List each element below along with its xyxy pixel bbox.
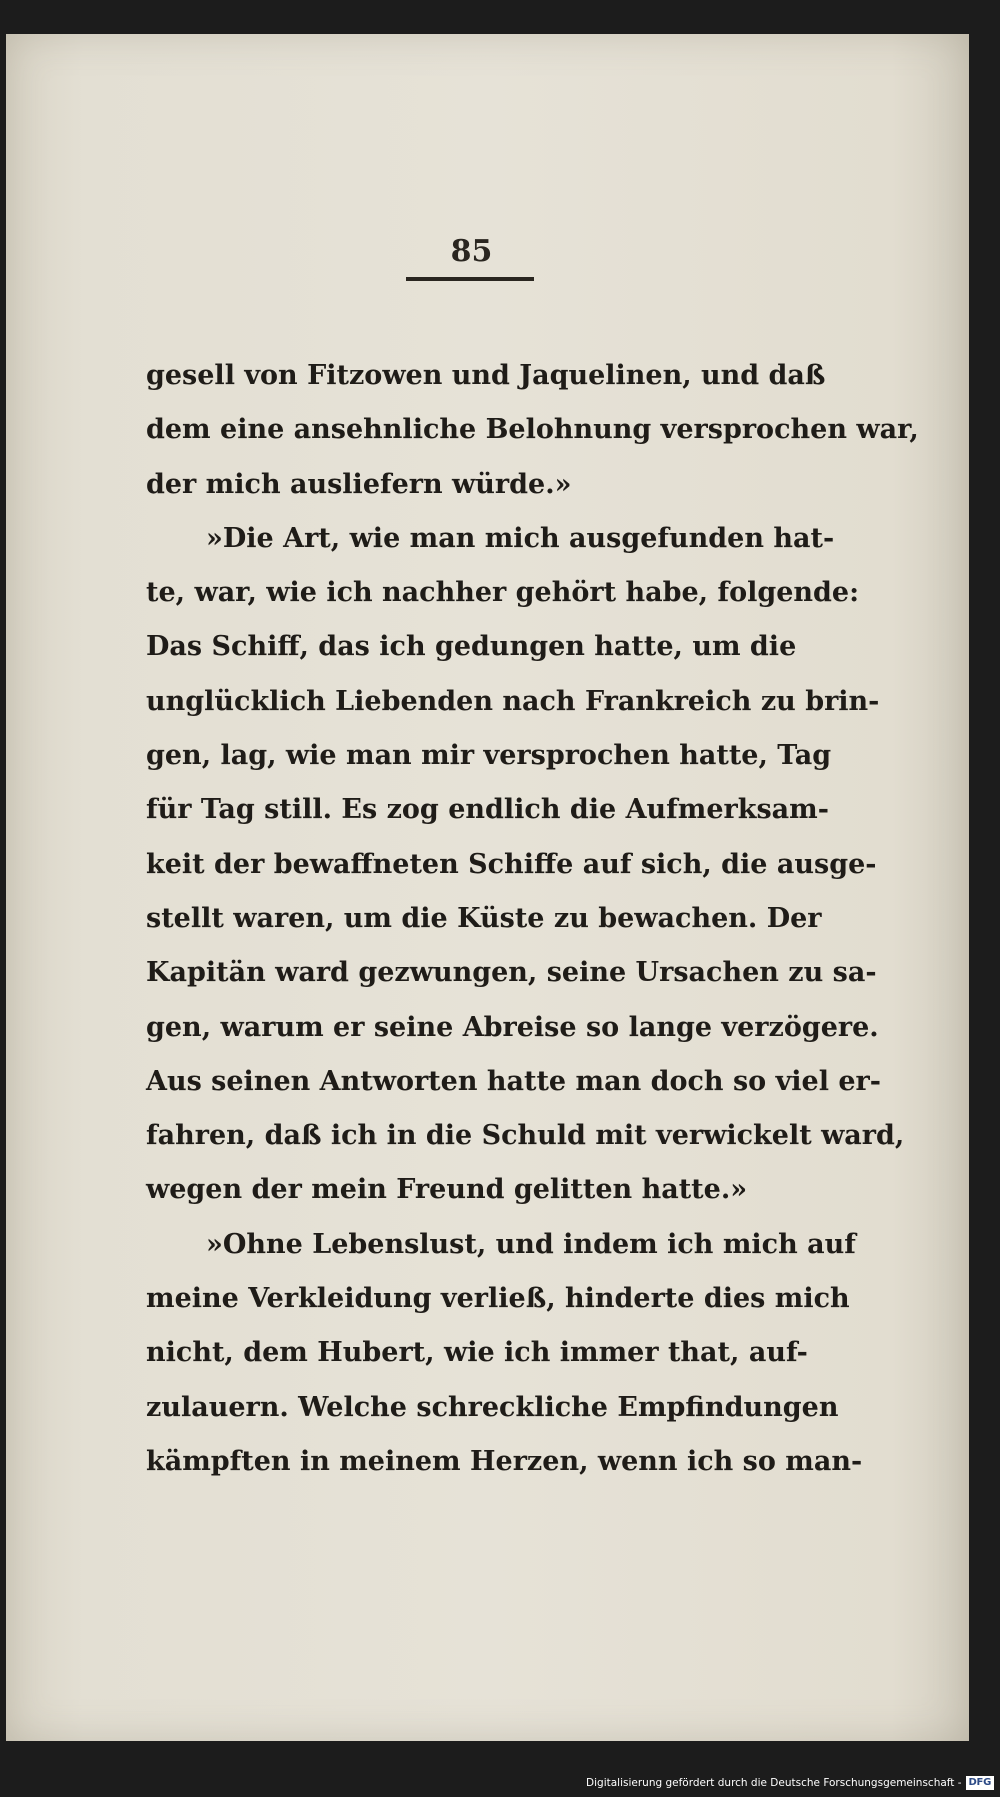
text-line: unglücklich Liebenden nach Frankreich zu brin- (146, 685, 880, 717)
body-text (146, 349, 919, 1489)
text-line: Aus seinen Antworten hatte man doch so viel er- (146, 1065, 881, 1097)
text-line: gen, warum er seine Abreise so lange verzögere. (146, 1011, 879, 1043)
text-line: keit der bewaffneten Schiffe auf sich, die ausge- (146, 848, 877, 880)
text-line: Kapitän ward gezwungen, seine Ursachen zu sa- (146, 957, 877, 989)
text-line: »Ohne Lebenslust, und indem ich mich auf (206, 1228, 856, 1260)
text-line: meine Verkleidung verließ, hinderte dies mich (146, 1283, 850, 1315)
text-line: fahren, daß ich in die Schuld mit verwickelt ward, (146, 1120, 905, 1152)
text-line: »Die Art, wie man mich ausgefunden hat- (206, 522, 835, 554)
text-line: te, war, wie ich nachher gehört habe, folgende: (146, 577, 860, 609)
text-line: Das Schiff, das ich gedungen hatte, um die (146, 631, 797, 663)
text-line: wegen der mein Freund gelitten hatte.» (146, 1174, 748, 1206)
book-page (6, 34, 969, 1741)
text-line: nicht, dem Hubert, wie ich immer that, auf- (146, 1337, 808, 1369)
text-line: gen, lag, wie man mir versprochen hatte, Tag (146, 740, 832, 772)
page-number-rule (406, 277, 534, 281)
text-line: für Tag still. Es zog endlich die Aufmerksam- (146, 794, 829, 826)
digitization-credit (586, 1775, 994, 1791)
credit-text: Digitalisierung gefördert durch die Deutsche Forschungsgemeinschaft - (586, 1777, 962, 1789)
page-number: 85 (450, 234, 493, 269)
text-line: zulauern. Welche schreckliche Empfindungen (146, 1391, 839, 1423)
text-line: der mich ausliefern würde.» (146, 468, 572, 500)
text-line: gesell von Fitzowen und Jaquelinen, und daß (146, 360, 826, 391)
text-line: kämpften in meinem Herzen, wenn ich so man- (146, 1445, 863, 1477)
dfg-logo: DFG (966, 1776, 994, 1790)
text-line: dem eine ansehnliche Belohnung versprochen war, (146, 414, 919, 446)
text-line: stellt waren, um die Küste zu bewachen. Der (146, 902, 822, 934)
